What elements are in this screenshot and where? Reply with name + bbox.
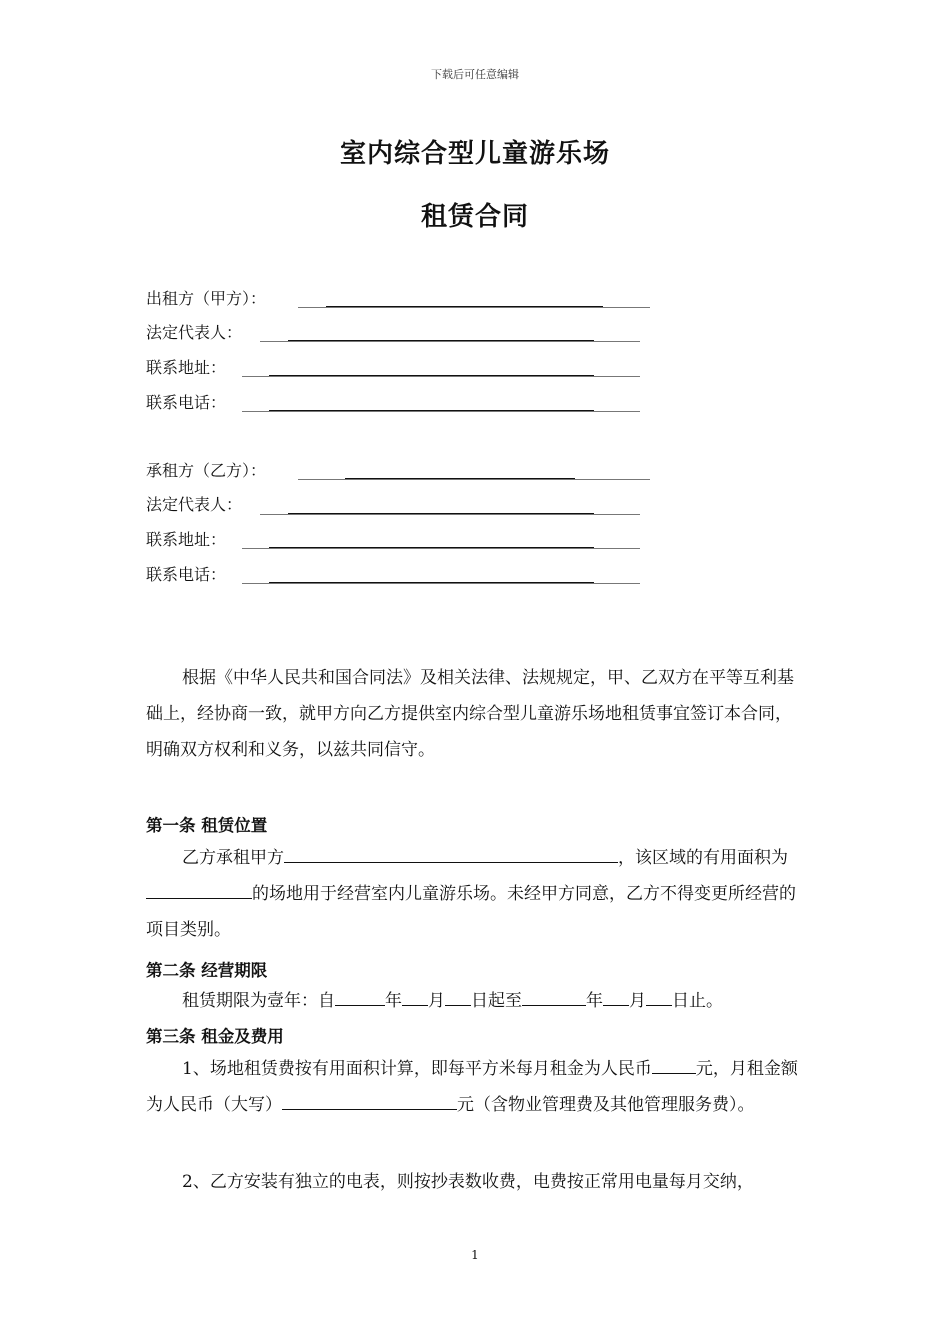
start-month-field[interactable] (402, 987, 428, 1006)
party-a-name-label: 出租方（甲方）： (146, 289, 267, 308)
party-b-rep-field[interactable] (288, 513, 594, 514)
electricity-text: 2、乙方安装有独立的电表，则按抄表数收费，电费按正常用电量每月交纳， (182, 1172, 754, 1192)
party-b-name-field-underline (298, 479, 650, 480)
rent-text-part3: 元（含物业管理费及其他管理服务费）。 (457, 1095, 755, 1115)
article3-item1 (146, 1051, 808, 1123)
party-a-name-field[interactable] (326, 306, 603, 307)
article2-heading: 第二条 经营期限 (146, 961, 268, 980)
party-a-address-label: 联系地址： (146, 358, 227, 377)
rent-per-sqm-field[interactable] (652, 1055, 696, 1074)
party-a-phone-field-underline (242, 411, 640, 412)
party-b-address-field[interactable] (269, 547, 594, 548)
party-b-phone-field[interactable] (269, 582, 594, 583)
article3-item2 (146, 1164, 808, 1200)
intro-paragraph (146, 660, 808, 768)
party-b-phone-field-underline (242, 583, 640, 584)
article1-text-part2: ，该区域的有用面积为 (618, 848, 788, 868)
end-month-label: 月 (629, 991, 646, 1011)
party-b-address-label: 联系地址： (146, 530, 227, 549)
party-b-address-field-underline (242, 548, 640, 549)
leased-location-field[interactable] (284, 844, 618, 863)
party-b-rep-label: 法定代表人： (146, 495, 243, 514)
rent-text-part1: 1、场地租赁费按有用面积计算，即每平方米每月租金为人民币 (182, 1059, 652, 1079)
end-day-field[interactable] (646, 987, 672, 1006)
usable-area-field[interactable] (146, 880, 252, 899)
article1-heading: 第一条 租赁位置 (146, 816, 268, 835)
article1-text-part1: 乙方承租甲方 (182, 848, 284, 868)
start-day-field[interactable] (445, 987, 471, 1006)
end-day-label: 日止。 (672, 991, 723, 1011)
party-a-address-field[interactable] (269, 375, 594, 376)
party-b-phone-label: 联系电话： (146, 565, 227, 584)
start-year-label: 年 (385, 991, 402, 1011)
end-year-field[interactable] (522, 987, 586, 1006)
party-b-name-label: 承租方（乙方）： (146, 461, 267, 480)
start-day-label: 日起至 (471, 991, 522, 1011)
document-title-line1: 室内综合型儿童游乐场 (339, 139, 610, 169)
party-a-phone-field[interactable] (269, 410, 594, 411)
party-b-name-field[interactable] (345, 478, 575, 479)
article1-body (146, 840, 808, 948)
start-year-field[interactable] (335, 987, 385, 1006)
party-a-rep-label: 法定代表人： (146, 323, 243, 342)
end-year-label: 年 (586, 991, 603, 1011)
intro-text: 根据《中华人民共和国合同法》及相关法律、法规规定，甲、乙双方在平等互利基础上，经协商一致，就甲方向乙方提供室内综合型儿童游乐场地租赁事宜签订本合同，明确双方权利和义务，以兹共同信守。 (146, 668, 794, 760)
party-a-rep-field-underline (260, 341, 640, 342)
party-a-name-field-underline (298, 307, 650, 308)
party-a-rep-field[interactable] (288, 340, 594, 341)
term-text-part1: 租赁期限为壹年：自 (182, 991, 335, 1011)
article3-heading: 第三条 租金及费用 (146, 1027, 284, 1046)
document-title-line2: 租赁合同 (420, 202, 529, 232)
article1-text-part3: 的场地用于经营室内儿童游乐场。未经甲方同意，乙方不得变更所经营的项目类别。 (146, 884, 796, 940)
page-number: 1 (471, 1248, 479, 1262)
party-a-address-field-underline (242, 376, 640, 377)
party-a-phone-label: 联系电话： (146, 393, 227, 412)
end-month-field[interactable] (603, 987, 629, 1006)
monthly-rent-words-field[interactable] (282, 1091, 457, 1110)
page-header: 下载后可任意编辑 (431, 68, 519, 81)
start-month-label: 月 (428, 991, 445, 1011)
article2-body (146, 983, 808, 1019)
rent-text-part2: 元，月租金额为人民币（大写） (146, 1059, 798, 1115)
party-b-rep-field-underline (260, 514, 640, 515)
